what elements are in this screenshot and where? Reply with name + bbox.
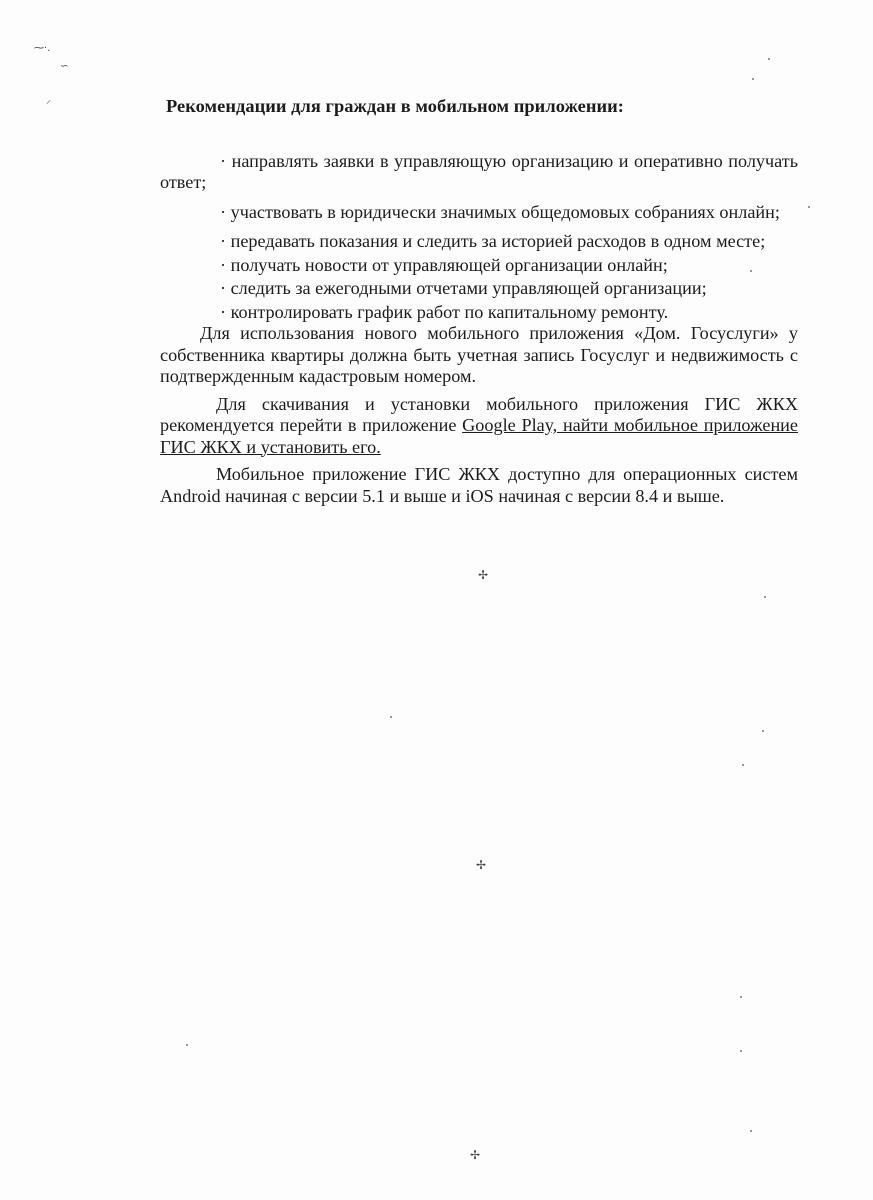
scan-dot: [186, 1044, 188, 1046]
scan-mark: ∽: [60, 61, 69, 72]
paragraph-account-requirement: Для использования нового мобильного приложения «Дом. Госуслуги» у собственника квартиры должна быть учетная запись Госуслуг и недвижимость с подтвержденным кадастровым номером.: [160, 323, 798, 386]
scan-mark: ✢: [478, 568, 489, 582]
bullet-item: · передавать показания и следить за историей расходов в одном месте;: [220, 231, 766, 251]
bullet-item: · контролировать график работ по капитальному ремонту.: [220, 301, 669, 322]
scan-dot: [752, 78, 754, 80]
scan-dot: [768, 58, 770, 60]
document-body: [160, 96, 798, 507]
scan-dot: [740, 1050, 742, 1052]
scan-mark: ⁓·.: [34, 43, 51, 54]
scan-dot: [762, 730, 764, 732]
scan-dot: [808, 206, 810, 208]
bullet-item: · направлять заявки в управляющую организацию и оперативно получать ответ;: [160, 150, 798, 192]
paragraph-download-instructions: [160, 394, 798, 459]
download-text: Для скачивания и установки мобильного приложения ГИС ЖКХ рекомендуется перейти в приложение: [160, 393, 798, 435]
scan-dot: [764, 596, 766, 598]
paragraph-os-support: Мобильное приложение ГИС ЖКХ доступно для операционных систем Android начиная с версии 5.1 и выше и iOS начиная с версии 8.4 и выше.: [160, 464, 798, 506]
scan-mark: ✢: [470, 1148, 481, 1162]
scan-dot: [750, 1130, 752, 1132]
scan-mark: ✢: [476, 858, 487, 872]
scan-dot: [740, 996, 742, 998]
bullet-item: · следить за ежегодными отчетами управляющей организации;: [220, 278, 707, 298]
scan-dot: [390, 716, 392, 718]
google-play-instruction: Google Play, найти мобильное приложение ГИС ЖКХ и установить его.: [160, 415, 798, 457]
bullet-item: · получать новости от управляющей организации онлайн;: [220, 254, 668, 275]
document-title: Рекомендации для граждан в мобильном приложении:: [166, 96, 624, 116]
scan-mark: ⸝: [46, 95, 51, 106]
scan-dot: [742, 764, 744, 766]
bullet-item: · участвовать в юридически значимых общедомовых собраниях онлайн;: [220, 201, 780, 222]
